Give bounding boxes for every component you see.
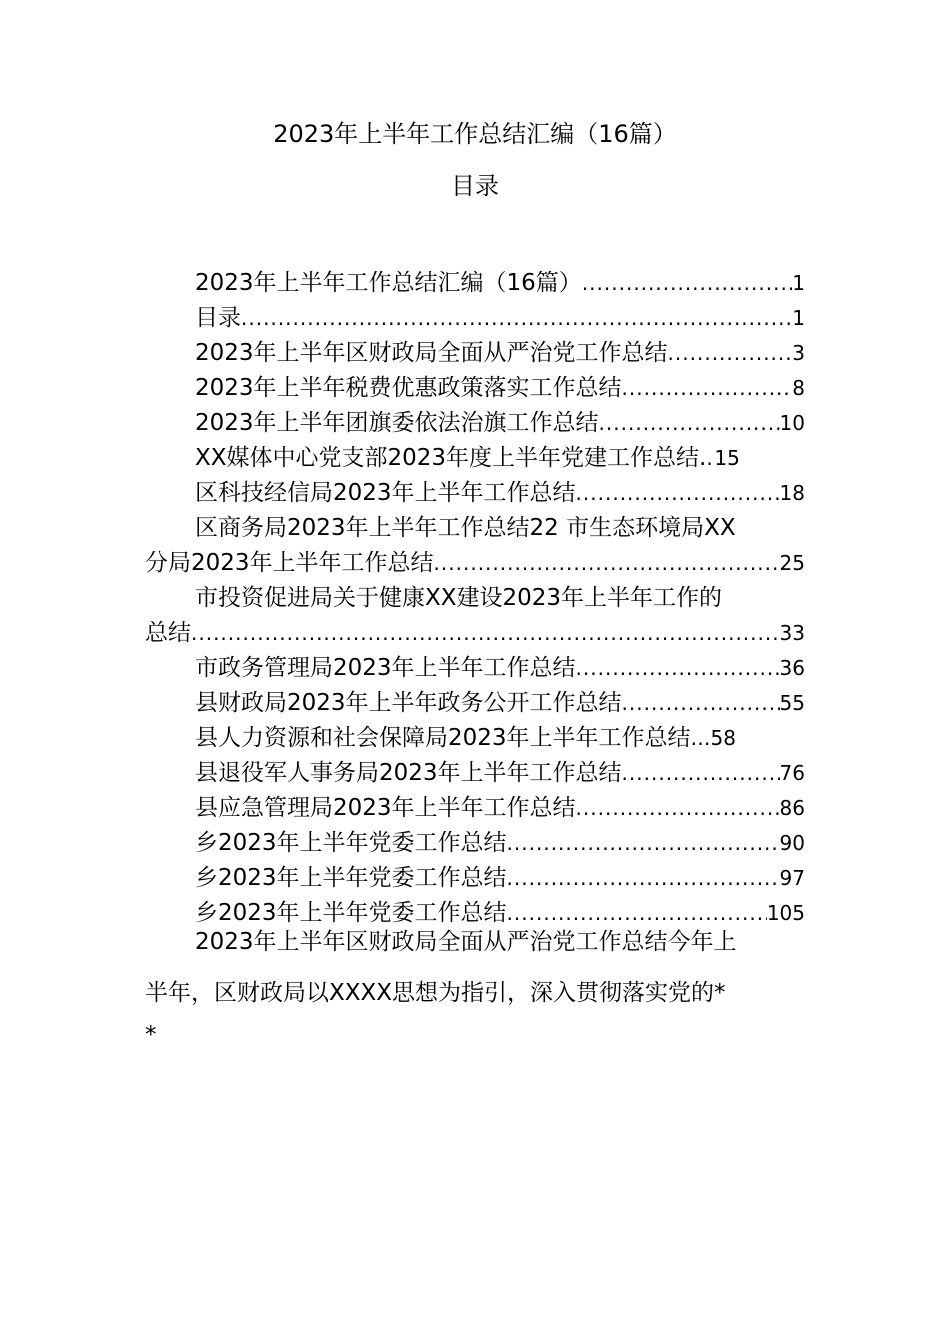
toc-entry[interactable] (195, 301, 805, 335)
toc-entry-page: 36 (779, 656, 805, 680)
toc-entry[interactable] (195, 406, 805, 440)
toc-entry-continuation[interactable] (145, 546, 805, 580)
body-paragraph-line: 半年，区财政局以XXXX思想为指引，深入贯彻落实党的* (145, 980, 726, 1006)
toc-entry-page: 3 (792, 341, 805, 365)
toc-leader-dots (622, 756, 780, 790)
toc-entry[interactable] (195, 721, 805, 755)
toc-leader-dots (706, 441, 714, 475)
toc-entry-page: 55 (779, 691, 805, 715)
toc-entry-title: 乡2023年上半年党委工作总结 (195, 900, 507, 926)
toc-leader-dots (576, 476, 780, 510)
toc-entry-page: 10 (779, 411, 805, 435)
toc-entry-title: 县退役军人事务局2023年上半年工作总结 (195, 760, 622, 786)
toc-leader-dots (507, 861, 780, 895)
toc-entry-page: 105 (766, 901, 805, 925)
toc-entry[interactable] (195, 791, 805, 825)
toc-leader-dots (622, 686, 780, 720)
toc-entry-page: 1 (792, 306, 805, 330)
toc-entry[interactable] (195, 266, 805, 300)
toc-entry-page: 58 (710, 726, 736, 750)
document-title: 2023年上半年工作总结汇编（16篇） (273, 120, 677, 148)
toc-entry-page: 90 (779, 831, 805, 855)
toc-leader-dots (507, 826, 780, 860)
toc-leader-dots (582, 266, 792, 300)
toc-entry[interactable] (195, 371, 805, 405)
toc-entry-title: 2023年上半年区财政局全面从严治党工作总结 (195, 340, 668, 366)
toc-leader-dots (434, 546, 780, 580)
toc-entry-page: 76 (779, 761, 805, 785)
toc-entry[interactable] (195, 756, 805, 790)
toc-entry[interactable] (195, 826, 805, 860)
toc-entry-title: 市政务管理局2023年上半年工作总结 (195, 655, 576, 681)
toc-entry-continuation[interactable] (145, 616, 805, 650)
toc-entry-title: 县人力资源和社会保障局2023年上半年工作总结 (195, 725, 691, 751)
toc-leader-dots (599, 406, 780, 440)
toc-leader-dots (191, 616, 780, 650)
body-paragraph-line: * (145, 1022, 157, 1048)
toc-entry-page: 1 (792, 271, 805, 295)
toc-entry-title: 区科技经信局2023年上半年工作总结 (195, 480, 576, 506)
toc-entry-page: 86 (779, 796, 805, 820)
toc-entry-page: 8 (792, 376, 805, 400)
toc-leader-dots (241, 301, 792, 335)
toc-entry-title: 分局2023年上半年工作总结 (145, 550, 434, 576)
toc-entry[interactable] (195, 336, 805, 370)
toc-entry[interactable] (195, 511, 805, 545)
toc-entry[interactable] (195, 651, 805, 685)
toc-entry[interactable] (195, 686, 805, 720)
toc-entry-title: 总结 (145, 620, 191, 646)
toc-entry[interactable] (195, 441, 805, 475)
toc-leader-dots (622, 371, 793, 405)
toc-entry-title: 2023年上半年税费优惠政策落实工作总结 (195, 375, 622, 401)
toc-entry-title: 目录 (195, 305, 241, 331)
toc-entry-page: 15 (714, 446, 740, 470)
toc-entry-title: 2023年上半年团旗委依法治旗工作总结 (195, 410, 599, 436)
toc-entry-title: 乡2023年上半年党委工作总结 (195, 830, 507, 856)
toc-entry[interactable] (195, 581, 805, 615)
toc-entry-title: 2023年上半年工作总结汇编（16篇） (195, 270, 582, 296)
toc-entry-title: 区商务局2023年上半年工作总结22 市生态环境局XX (195, 515, 736, 541)
toc-entry-title: 乡2023年上半年党委工作总结 (195, 865, 507, 891)
toc-leader-dots (668, 336, 793, 370)
toc-entry-title: XX媒体中心党支部2023年度上半年党建工作总结. (195, 445, 707, 471)
toc-leader-dots (576, 791, 780, 825)
toc-entry-title: 市投资促进局关于健康XX建设2023年上半年工作的 (195, 585, 723, 611)
toc-entry-page: 33 (779, 621, 805, 645)
toc-entry[interactable] (195, 476, 805, 510)
toc-entry-title: 县财政局2023年上半年政务公开工作总结 (195, 690, 622, 716)
body-paragraph-line: 2023年上半年区财政局全面从严治党工作总结今年上 (195, 929, 737, 955)
toc-entry-page: 97 (779, 866, 805, 890)
toc-heading: 目录 (451, 172, 499, 200)
toc-entry[interactable] (195, 861, 805, 895)
toc-ellipsis: … (690, 726, 711, 750)
toc-leader-dots (576, 651, 780, 685)
toc-entry-page: 18 (779, 481, 805, 505)
toc-entry-page: 25 (779, 551, 805, 575)
toc-entry-title: 县应急管理局2023年上半年工作总结 (195, 795, 576, 821)
